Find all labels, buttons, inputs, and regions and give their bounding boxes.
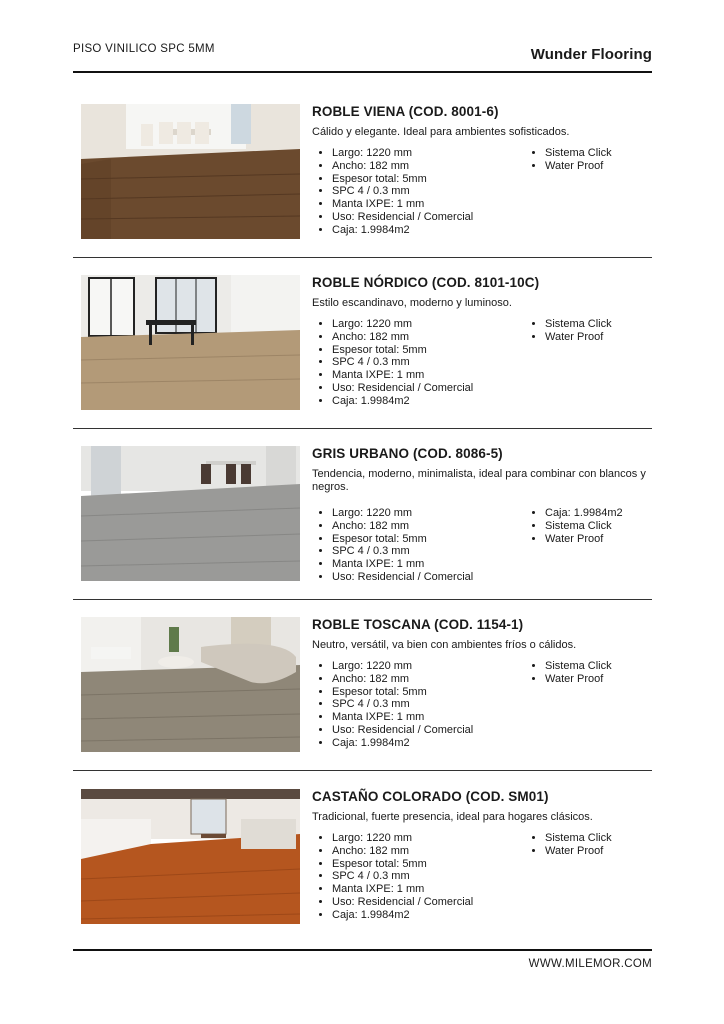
spec-item: • Caja: 1.9984m2	[332, 224, 525, 237]
brand-logo: Wunder Flooring	[530, 46, 652, 63]
spec-item: • SPC 4 / 0.3 mm	[332, 698, 525, 711]
specs-list-features	[525, 832, 612, 922]
product-specs	[312, 147, 652, 237]
product-description: Neutro, versátil, va bien con ambientes fríos o cálidos.	[312, 639, 577, 651]
specs-list-features	[525, 507, 623, 584]
separator	[73, 770, 652, 771]
spec-item: • SPC 4 / 0.3 mm	[332, 185, 525, 198]
specs-list-features	[525, 147, 612, 237]
product-name: ROBLE VIENA (COD. 8001-6)	[312, 104, 499, 119]
product-photo	[81, 617, 300, 752]
product-description: Tendencia, moderno, minimalista, ideal para combinar con blancos y negros.	[312, 468, 646, 493]
spec-item: • Caja: 1.9984m2	[545, 507, 623, 520]
specs-list-main	[312, 660, 525, 750]
product-specs	[312, 660, 652, 750]
specs-list-main	[312, 318, 525, 408]
product-card	[73, 789, 652, 939]
spec-item: • Ancho: 182 mm	[332, 160, 525, 173]
product-card	[73, 104, 652, 258]
specs-list-main	[312, 507, 525, 584]
product-name: ROBLE TOSCANA (COD. 1154-1)	[312, 617, 524, 632]
specs-list-main	[312, 832, 525, 922]
product-photo	[81, 789, 300, 924]
spec-item: • Uso: Residencial / Comercial	[332, 211, 525, 224]
spec-item: • Caja: 1.9984m2	[332, 909, 525, 922]
product-description: Tradicional, fuerte presencia, ideal para hogares clásicos.	[312, 811, 593, 823]
spec-item: • Sistema Click	[545, 147, 612, 160]
separator	[73, 599, 652, 600]
spec-item: • Uso: Residencial / Comercial	[332, 382, 525, 395]
product-card	[73, 617, 652, 771]
spec-item: • Uso: Residencial / Comercial	[332, 724, 525, 737]
spec-item: • Caja: 1.9984m2	[332, 737, 525, 750]
product-specs	[312, 832, 652, 922]
product-name: CASTAÑO COLORADO (COD. SM01)	[312, 789, 549, 804]
spec-item: • Espesor total: 5mm	[332, 686, 525, 699]
product-name: GRIS URBANO (COD. 8086-5)	[312, 446, 503, 461]
product-card	[73, 446, 652, 600]
product-photo	[81, 446, 300, 581]
product-specs	[312, 507, 652, 584]
product-name: ROBLE NÓRDICO (COD. 8101-10C)	[312, 275, 540, 290]
spec-item: • Largo: 1220 mm	[332, 507, 525, 520]
spec-item: • Manta IXPE: 1 mm	[332, 369, 525, 382]
spec-item: • SPC 4 / 0.3 mm	[332, 356, 525, 369]
spec-item: • Sistema Click	[545, 660, 612, 673]
spec-item: • SPC 4 / 0.3 mm	[332, 545, 525, 558]
spec-item: • Ancho: 182 mm	[332, 673, 525, 686]
spec-item: • SPC 4 / 0.3 mm	[332, 870, 525, 883]
spec-item: • Manta IXPE: 1 mm	[332, 198, 525, 211]
product-specs	[312, 318, 652, 408]
spec-item: • Espesor total: 5mm	[332, 173, 525, 186]
product-photo	[81, 104, 300, 239]
spec-item: • Largo: 1220 mm	[332, 147, 525, 160]
spec-item: • Manta IXPE: 1 mm	[332, 558, 525, 571]
spec-item: • Water Proof	[545, 533, 623, 546]
spec-item: • Uso: Residencial / Comercial	[332, 571, 525, 584]
bottom-rule	[73, 949, 652, 951]
spec-item: • Sistema Click	[545, 520, 623, 533]
spec-item: • Caja: 1.9984m2	[332, 395, 525, 408]
specs-list-features	[525, 318, 612, 408]
separator	[73, 428, 652, 429]
spec-item: • Water Proof	[545, 845, 612, 858]
spec-item: • Espesor total: 5mm	[332, 858, 525, 871]
product-card	[73, 275, 652, 429]
spec-item: • Water Proof	[545, 331, 612, 344]
specs-list-main	[312, 147, 525, 237]
top-rule	[73, 71, 652, 73]
spec-item: • Sistema Click	[545, 318, 612, 331]
footer-url[interactable]: WWW.MILEMOR.COM	[528, 958, 652, 970]
spec-item: • Sistema Click	[545, 832, 612, 845]
spec-item: • Largo: 1220 mm	[332, 832, 525, 845]
product-description: Estilo escandinavo, moderno y luminoso.	[312, 297, 512, 309]
spec-item: • Espesor total: 5mm	[332, 533, 525, 546]
spec-item: • Largo: 1220 mm	[332, 318, 525, 331]
spec-item: • Espesor total: 5mm	[332, 344, 525, 357]
product-photo	[81, 275, 300, 410]
spec-item: • Manta IXPE: 1 mm	[332, 711, 525, 724]
specs-list-features	[525, 660, 612, 750]
spec-item: • Manta IXPE: 1 mm	[332, 883, 525, 896]
spec-item: • Uso: Residencial / Comercial	[332, 896, 525, 909]
spec-item: • Ancho: 182 mm	[332, 520, 525, 533]
spec-item: • Water Proof	[545, 673, 612, 686]
separator	[73, 257, 652, 258]
header-title: PISO VINILICO SPC 5MM	[73, 43, 215, 55]
spec-item: • Largo: 1220 mm	[332, 660, 525, 673]
spec-item: • Ancho: 182 mm	[332, 845, 525, 858]
product-description: Cálido y elegante. Ideal para ambientes sofisticados.	[312, 126, 570, 138]
spec-item: • Water Proof	[545, 160, 612, 173]
spec-item: • Ancho: 182 mm	[332, 331, 525, 344]
